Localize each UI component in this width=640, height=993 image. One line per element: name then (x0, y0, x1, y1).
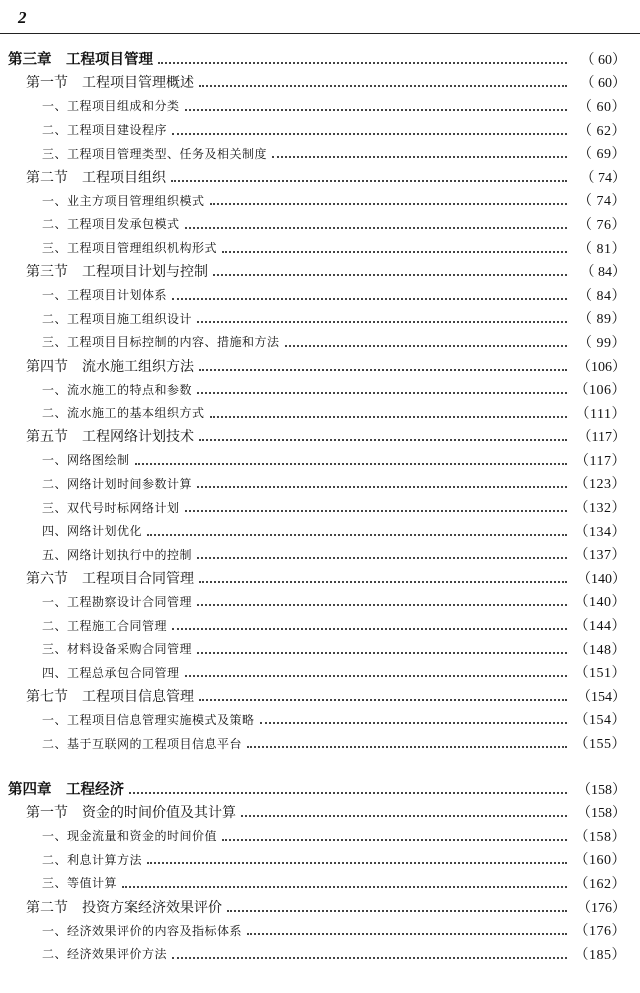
toc-item-label: 二、工程项目发承包模式 (42, 217, 180, 232)
dot-leader (147, 862, 567, 864)
toc-item (0, 824, 640, 848)
toc-item-label: 二、工程项目施工组织设计 (42, 311, 193, 326)
dot-leader (185, 227, 567, 229)
dot-leader (172, 133, 567, 135)
dot-leader (158, 62, 567, 64)
page-number: 2 (18, 8, 27, 27)
toc-item-label: 四、工程总承包合同管理 (42, 665, 180, 680)
toc-item-page: （ 69） (578, 147, 626, 163)
toc-item-label: 三、工程项目目标控制的内容、措施和方法 (42, 335, 280, 350)
toc-item-page: （ 84） (578, 288, 626, 304)
toc-item-label: 一、工程项目信息管理实施模式及策略 (42, 712, 255, 727)
toc-section-page: （ 84） (580, 265, 626, 281)
toc-section (0, 259, 640, 283)
toc-item-page: （151） (574, 666, 626, 682)
toc-item-page: （154） (574, 713, 626, 729)
toc-chapter-page: （158） (577, 782, 626, 798)
toc-chapter-page: （ 60） (580, 52, 626, 68)
toc-item-page: （132） (574, 501, 626, 517)
toc-item-label: 一、现金流量和资金的时间价值 (42, 829, 218, 844)
toc-item-page: （123） (574, 477, 626, 493)
toc-item-label: 一、业主方项目管理组织模式 (42, 193, 205, 208)
dot-leader (171, 180, 567, 182)
dot-leader (129, 792, 567, 794)
toc-section-label: 第六节 工程项目合同管理 (26, 570, 194, 587)
toc-item-page: （ 62） (578, 123, 626, 139)
toc-item (0, 637, 640, 661)
dot-leader (213, 274, 567, 276)
toc-section-label: 第二节 工程项目组织 (26, 169, 166, 186)
toc-item-page: （ 81） (578, 241, 626, 257)
toc-chapter (0, 777, 640, 801)
toc-item (0, 236, 640, 260)
toc-section (0, 165, 640, 189)
dot-leader (199, 369, 567, 371)
toc-section-label: 第五节 工程网络计划技术 (26, 429, 194, 446)
toc-item-page: （140） (574, 595, 626, 611)
toc-item-label: 三、等值计算 (42, 876, 118, 891)
toc-item (0, 141, 640, 165)
dot-leader (135, 463, 567, 465)
dot-leader (199, 581, 567, 583)
toc-item (0, 118, 640, 142)
toc-item-page: （148） (574, 642, 626, 658)
toc-section-page: （ 74） (580, 170, 626, 186)
toc-item (0, 495, 640, 519)
toc-section-label: 第二节 投资方案经济效果评价 (26, 899, 222, 916)
dot-leader (147, 534, 567, 536)
toc-item (0, 848, 640, 872)
toc-item-page: （137） (574, 548, 626, 564)
toc-item-label: 一、流水施工的特点和参数 (42, 382, 193, 397)
dot-leader (197, 557, 567, 559)
toc-section-page: （106） (577, 359, 626, 375)
toc-section-label: 第三节 工程项目计划与控制 (26, 264, 208, 281)
toc-item-page: （106） (574, 383, 626, 399)
toc-item-label: 三、材料设备采购合同管理 (42, 642, 193, 657)
toc-item (0, 448, 640, 472)
toc-section-page: （ 60） (580, 76, 626, 92)
toc-item-page: （117） (575, 453, 626, 469)
dot-leader (241, 815, 567, 817)
dot-leader (260, 722, 567, 724)
toc-chapter-label: 第三章 工程项目管理 (8, 51, 153, 69)
toc-section-page: （117） (577, 430, 626, 446)
toc-section-label: 第一节 工程项目管理概述 (26, 75, 194, 92)
toc-item-page: （ 89） (578, 312, 626, 328)
dot-leader (172, 957, 567, 959)
table-of-contents (0, 47, 640, 966)
toc-item (0, 377, 640, 401)
toc-item-page: （ 76） (578, 217, 626, 233)
toc-item (0, 542, 640, 566)
toc-item-label: 三、工程项目管理组织机构形式 (42, 241, 218, 256)
toc-item (0, 660, 640, 684)
dot-leader (199, 439, 567, 441)
toc-item (0, 283, 640, 307)
toc-section-label: 第七节 工程项目信息管理 (26, 688, 194, 705)
toc-item-label: 四、网络计划优化 (42, 524, 143, 539)
toc-item (0, 94, 640, 118)
toc-item-label: 一、工程项目组成和分类 (42, 99, 180, 114)
toc-section (0, 895, 640, 919)
toc-section-label: 第四节 流水施工组织方法 (26, 358, 194, 375)
toc-section (0, 354, 640, 378)
dot-leader (197, 652, 567, 654)
toc-item-page: （ 60） (578, 99, 626, 115)
toc-item (0, 590, 640, 614)
toc-item-page: （185） (574, 947, 626, 963)
toc-item (0, 871, 640, 895)
header-rule (0, 33, 640, 34)
toc-item (0, 731, 640, 755)
toc-section-page: （140） (577, 571, 626, 587)
dot-leader (210, 416, 567, 418)
toc-item (0, 307, 640, 331)
toc-item-page: （134） (574, 524, 626, 540)
dot-leader (247, 933, 567, 935)
toc-item (0, 519, 640, 543)
toc-item-label: 一、工程项目计划体系 (42, 288, 168, 303)
toc-item-page: （162） (574, 876, 626, 892)
toc-item-label: 二、基于互联网的工程项目信息平台 (42, 736, 243, 751)
toc-section-page: （158） (577, 806, 626, 822)
dot-leader (197, 486, 567, 488)
toc-item-page: （144） (574, 619, 626, 635)
dot-leader (197, 604, 567, 606)
dot-leader (199, 85, 567, 87)
toc-item-page: （ 74） (578, 194, 626, 210)
toc-item-label: 二、利息计算方法 (42, 852, 143, 867)
dot-leader (185, 675, 567, 677)
toc-item (0, 401, 640, 425)
toc-item (0, 330, 640, 354)
toc-item-label: 二、经济效果评价方法 (42, 947, 168, 962)
chapter-gap (0, 755, 640, 777)
toc-section (0, 566, 640, 590)
toc-chapter (0, 47, 640, 71)
dot-leader (185, 510, 567, 512)
dot-leader (247, 746, 567, 748)
dot-leader (172, 298, 567, 300)
toc-item-label: 二、流水施工的基本组织方式 (42, 406, 205, 421)
toc-item-page: （160） (574, 853, 626, 869)
toc-item-page: （155） (574, 737, 626, 753)
toc-section-label: 第一节 资金的时间价值及其计算 (26, 805, 236, 822)
toc-item-label: 三、双代号时标网络计划 (42, 500, 180, 515)
dot-leader (197, 321, 567, 323)
toc-section-page: （154） (577, 689, 626, 705)
toc-item (0, 942, 640, 966)
toc-chapter-label: 第四章 工程经济 (8, 781, 124, 799)
toc-section (0, 800, 640, 824)
dot-leader (210, 203, 567, 205)
toc-section (0, 71, 640, 95)
dot-leader (122, 886, 567, 888)
dot-leader (227, 910, 567, 912)
toc-section (0, 684, 640, 708)
toc-item-label: 一、工程勘察设计合同管理 (42, 594, 193, 609)
toc-item-page: （111） (575, 406, 626, 422)
toc-item-label: 二、工程施工合同管理 (42, 618, 168, 633)
toc-section-page: （176） (577, 900, 626, 916)
toc-item-page: （ 99） (578, 335, 626, 351)
toc-item (0, 613, 640, 637)
toc-item-label: 五、网络计划执行中的控制 (42, 547, 193, 562)
toc-item (0, 212, 640, 236)
toc-item (0, 472, 640, 496)
toc-item-label: 三、工程项目管理类型、任务及相关制度 (42, 146, 268, 161)
toc-item-label: 一、经济效果评价的内容及指标体系 (42, 923, 243, 938)
dot-leader (222, 839, 567, 841)
toc-section (0, 425, 640, 449)
toc-item (0, 918, 640, 942)
dot-leader (285, 345, 567, 347)
toc-item (0, 189, 640, 213)
toc-item-page: （176） (574, 924, 626, 940)
toc-item-page: （158） (574, 829, 626, 845)
toc-item-label: 一、网络图绘制 (42, 453, 130, 468)
toc-item (0, 708, 640, 732)
dot-leader (197, 392, 567, 394)
toc-item-label: 二、网络计划时间参数计算 (42, 476, 193, 491)
dot-leader (172, 628, 567, 630)
dot-leader (272, 156, 567, 158)
dot-leader (185, 109, 567, 111)
dot-leader (199, 699, 567, 701)
toc-item-label: 二、工程项目建设程序 (42, 123, 168, 138)
dot-leader (222, 251, 567, 253)
